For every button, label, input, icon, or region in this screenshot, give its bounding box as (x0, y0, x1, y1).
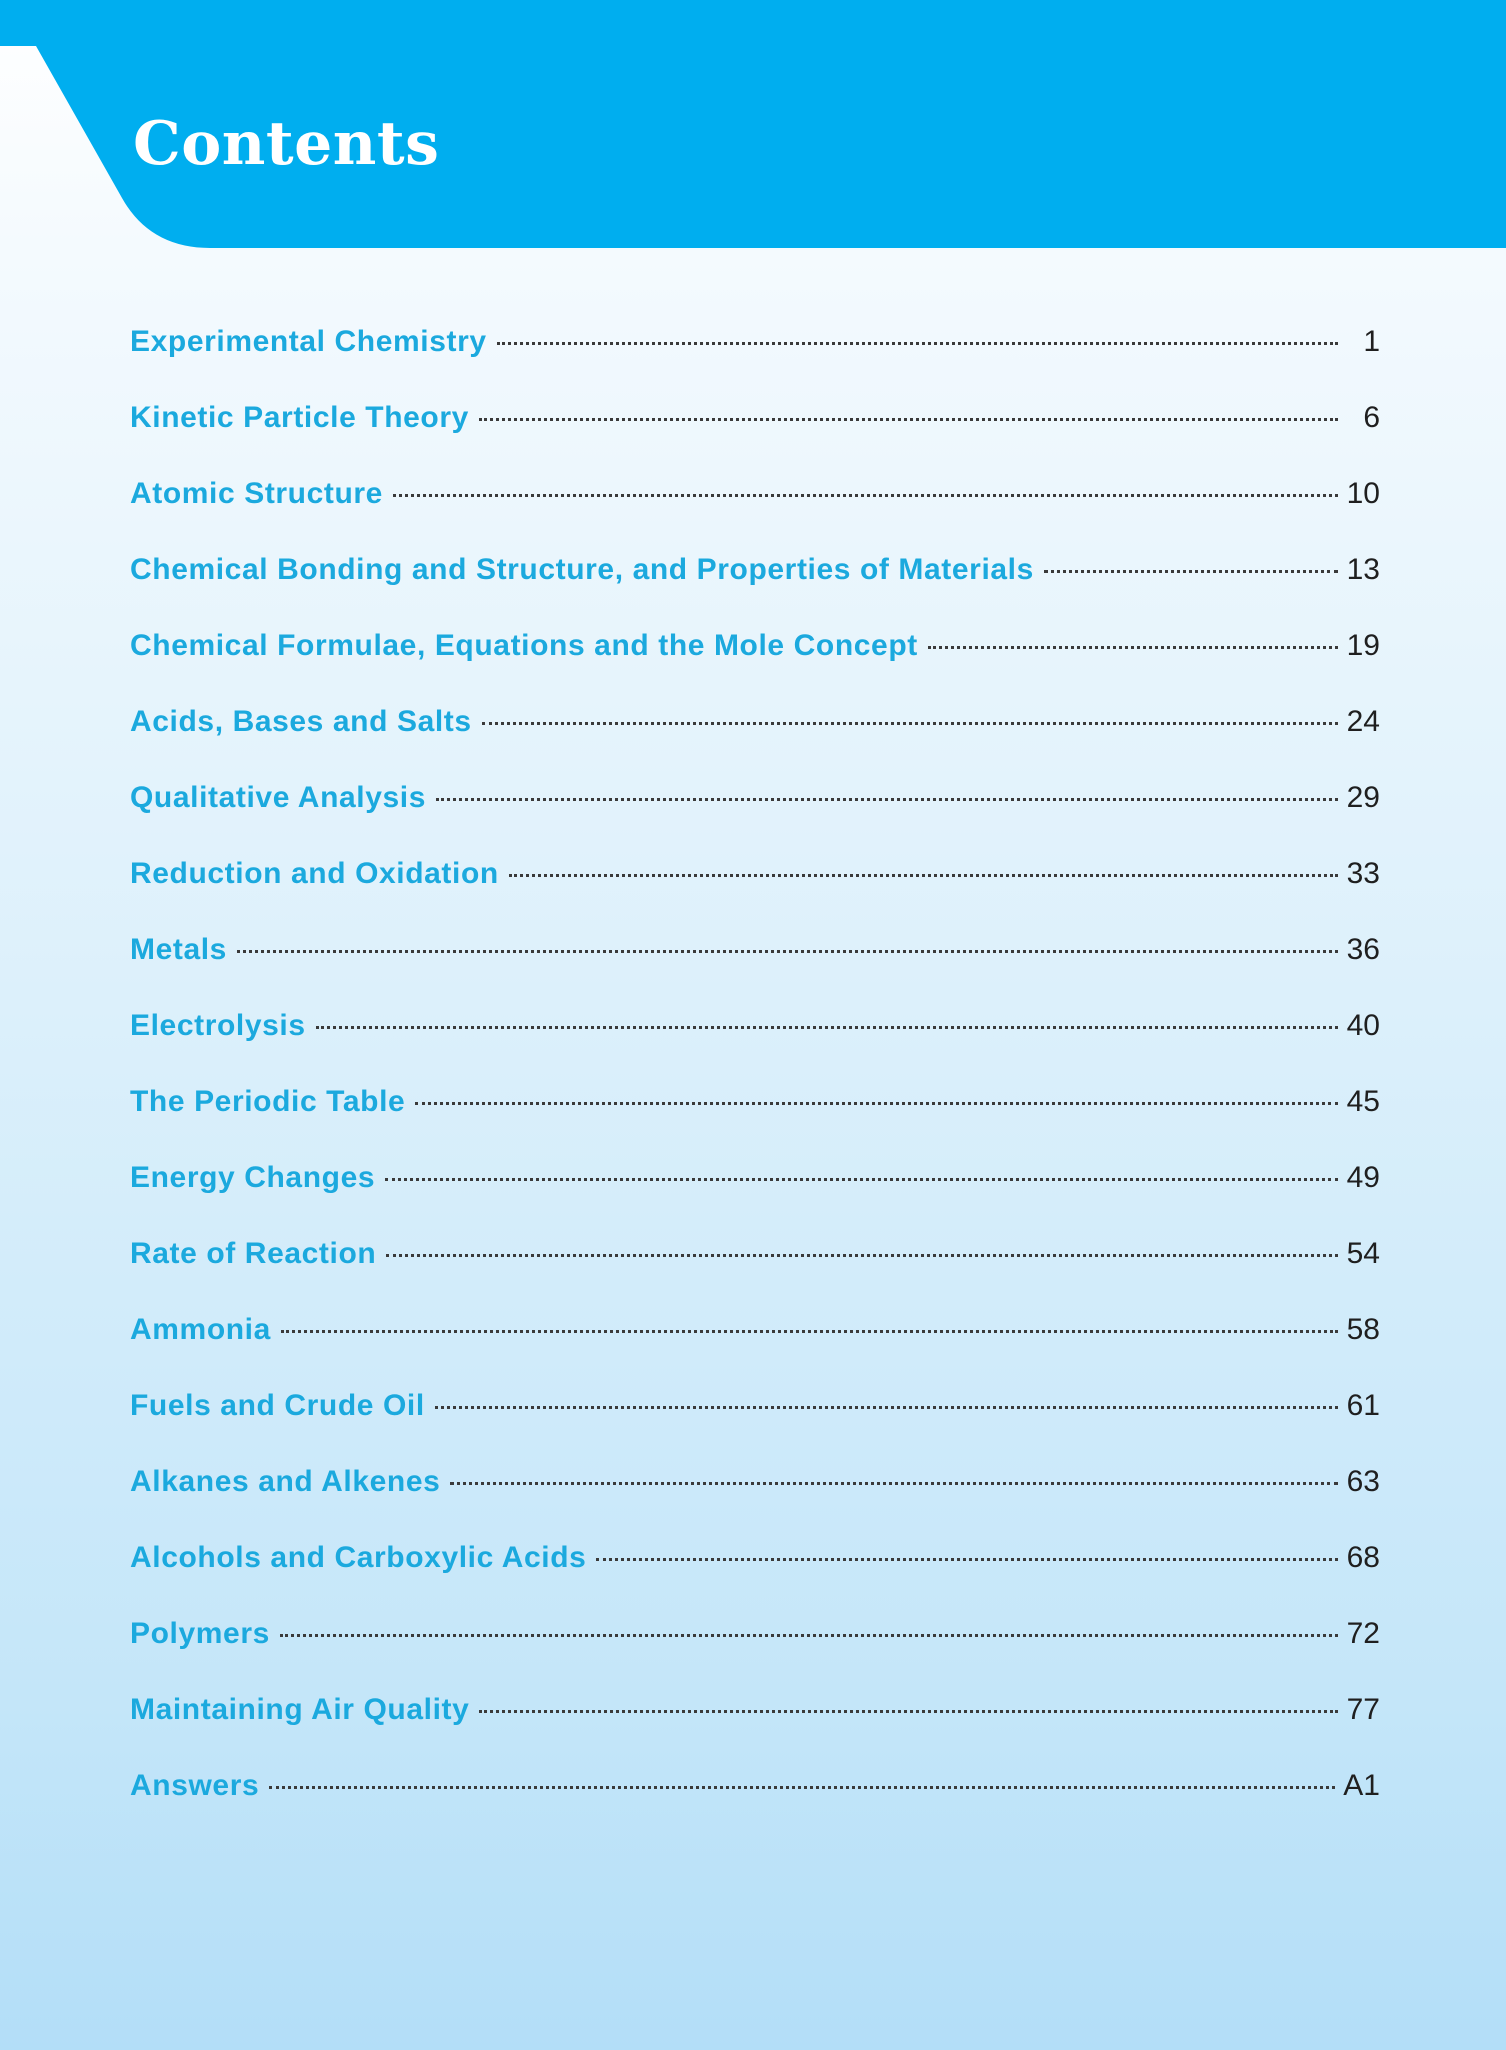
toc-entry-title[interactable]: Maintaining Air Quality (130, 1693, 470, 1726)
toc-entry-title[interactable]: Kinetic Particle Theory (130, 401, 469, 434)
toc-entry[interactable] (130, 469, 1380, 545)
toc-dot-leader (1044, 570, 1338, 573)
toc-entry-title[interactable]: Polymers (130, 1617, 270, 1650)
toc-entry-page-number[interactable]: 24 (1346, 705, 1380, 738)
toc-entry[interactable] (130, 1761, 1380, 1837)
toc-entry-title[interactable]: Answers (130, 1769, 260, 1802)
toc-entry-page-number[interactable]: 36 (1346, 933, 1380, 966)
toc-entry-title[interactable]: Reduction and Oxidation (130, 857, 499, 890)
toc-dot-leader (479, 1710, 1338, 1713)
toc-entry-title[interactable]: Alkanes and Alkenes (130, 1465, 441, 1498)
toc-dot-leader (386, 1254, 1338, 1257)
toc-entry-title[interactable]: Ammonia (130, 1313, 271, 1346)
toc-entry[interactable] (130, 1381, 1380, 1457)
toc-dot-leader (479, 418, 1338, 421)
toc-dot-leader (497, 342, 1338, 345)
toc-entry-page-number[interactable]: 6 (1363, 401, 1380, 434)
toc-dot-leader (482, 722, 1338, 725)
toc-entry-page-number[interactable]: A1 (1343, 1769, 1380, 1802)
toc-entry[interactable] (130, 1001, 1380, 1077)
toc-entry-title[interactable]: Chemical Bonding and Structure, and Properties of Materials (130, 553, 1034, 586)
toc-entry-page-number[interactable]: 33 (1346, 857, 1380, 890)
table-of-contents (130, 317, 1380, 1837)
toc-dot-leader (596, 1558, 1338, 1561)
toc-entry[interactable] (130, 317, 1380, 393)
toc-entry[interactable] (130, 1077, 1380, 1153)
toc-entry-page-number[interactable]: 68 (1346, 1541, 1380, 1574)
toc-entry-title[interactable]: Fuels and Crude Oil (130, 1389, 425, 1422)
toc-entry[interactable] (130, 1685, 1380, 1761)
toc-entry-page-number[interactable]: 40 (1346, 1009, 1380, 1042)
toc-entry-page-number[interactable]: 49 (1346, 1161, 1380, 1194)
page-title: Contents (133, 109, 440, 179)
toc-dot-leader (237, 950, 1338, 953)
toc-dot-leader (450, 1482, 1338, 1485)
toc-entry-page-number[interactable]: 54 (1346, 1237, 1380, 1270)
toc-dot-leader (316, 1026, 1338, 1029)
toc-entry[interactable] (130, 697, 1380, 773)
toc-entry[interactable] (130, 1229, 1380, 1305)
toc-entry[interactable] (130, 925, 1380, 1001)
toc-entry-title[interactable]: Metals (130, 933, 227, 966)
header-banner (0, 0, 1506, 250)
toc-entry-page-number[interactable]: 19 (1346, 629, 1380, 662)
toc-entry-title[interactable]: Electrolysis (130, 1009, 306, 1042)
toc-entry-title[interactable]: Rate of Reaction (130, 1237, 377, 1270)
toc-dot-leader (281, 1330, 1338, 1333)
toc-entry-page-number[interactable]: 72 (1346, 1617, 1380, 1650)
toc-dot-leader (393, 494, 1338, 497)
toc-entry-page-number[interactable]: 77 (1346, 1693, 1380, 1726)
toc-entry-page-number[interactable]: 29 (1346, 781, 1380, 814)
toc-entry-title[interactable]: Energy Changes (130, 1161, 376, 1194)
toc-dot-leader (269, 1786, 1335, 1789)
toc-entry-title[interactable]: Chemical Formulae, Equations and the Mole Concept (130, 629, 918, 662)
toc-entry-page-number[interactable]: 63 (1346, 1465, 1380, 1498)
toc-entry[interactable] (130, 1153, 1380, 1229)
toc-dot-leader (385, 1178, 1338, 1181)
toc-entry-page-number[interactable]: 13 (1346, 553, 1380, 586)
toc-dot-leader (280, 1634, 1338, 1637)
toc-entry-title[interactable]: Atomic Structure (130, 477, 383, 510)
toc-dot-leader (436, 798, 1338, 801)
toc-dot-leader (435, 1406, 1338, 1409)
toc-entry-title[interactable]: Acids, Bases and Salts (130, 705, 472, 738)
toc-dot-leader (928, 646, 1338, 649)
toc-entry[interactable] (130, 1457, 1380, 1533)
toc-entry[interactable] (130, 849, 1380, 925)
toc-entry[interactable] (130, 545, 1380, 621)
toc-entry[interactable] (130, 393, 1380, 469)
toc-entry-page-number[interactable]: 1 (1363, 325, 1380, 358)
toc-entry[interactable] (130, 1305, 1380, 1381)
toc-entry[interactable] (130, 1609, 1380, 1685)
toc-entry-page-number[interactable]: 58 (1346, 1313, 1380, 1346)
toc-dot-leader (509, 874, 1338, 877)
toc-entry-page-number[interactable]: 61 (1346, 1389, 1380, 1422)
toc-entry-title[interactable]: Experimental Chemistry (130, 325, 487, 358)
toc-dot-leader (415, 1102, 1338, 1105)
toc-entry-title[interactable]: Alcohols and Carboxylic Acids (130, 1541, 587, 1574)
toc-entry-title[interactable]: Qualitative Analysis (130, 781, 427, 814)
toc-entry-title[interactable]: The Periodic Table (130, 1085, 406, 1118)
toc-entry-page-number[interactable]: 45 (1346, 1085, 1380, 1118)
toc-entry[interactable] (130, 621, 1380, 697)
toc-entry[interactable] (130, 773, 1380, 849)
toc-entry[interactable] (130, 1533, 1380, 1609)
toc-entry-page-number[interactable]: 10 (1346, 477, 1380, 510)
